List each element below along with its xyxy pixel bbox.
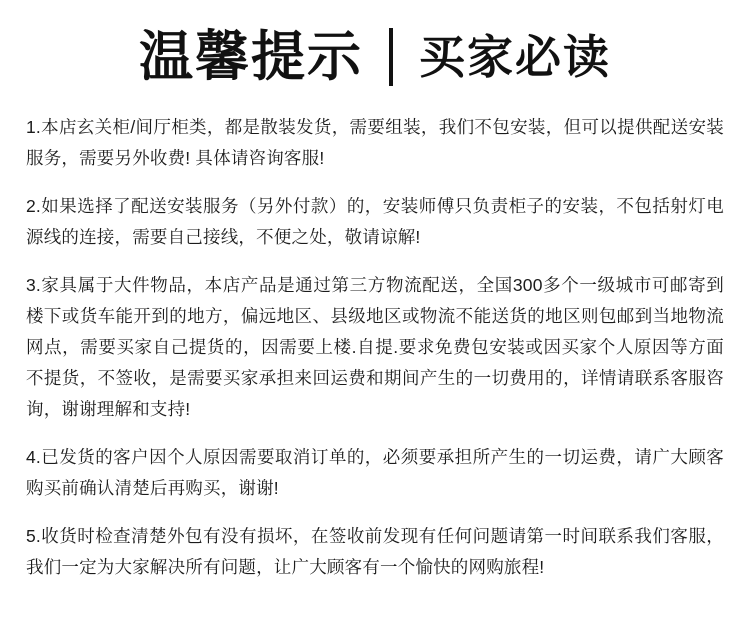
notice-paragraph: 2.如果选择了配送安装服务（另外付款）的，安装师傅只负责柜子的安装，不包括射灯电源线的连接，需要自己接线，不便之处，敬请谅解!	[26, 196, 724, 247]
notice-paragraph: 3.家具属于大件物品，本店产品是通过第三方物流配送，全国300多个一级城市可邮寄到楼下或货车能开到的地方，偏远地区、县级地区或物流不能送货的地区则包邮到当地物流网点，需要买家自己提货的，因需要上楼.自提.要求免费包安装或因买家个人原因等方面不提货，不签收，是需要买家承担来回运费和期间产生的一切费用的，详情请联系客服咨询，谢谢理解和支持!	[26, 275, 724, 419]
notice-paragraph: 4.已发货的客户因个人原因需要取消订单的，必须要承担所产生的一切运费，请广大顾客购买前确认清楚后再购买，谢谢!	[26, 447, 724, 498]
title-divider	[389, 28, 393, 86]
page-header	[18, 28, 732, 86]
notice-paragraph: 5.收货时检查清楚外包有没有损坏，在签收前发现有任何问题请第一时间联系我们客服，我们一定为大家解决所有问题，让广大顾客有一个愉快的网购旅程!	[26, 526, 724, 577]
notice-body	[18, 112, 732, 583]
page-subtitle: 买家必读	[419, 31, 611, 83]
notice-paragraph: 1.本店玄关柜/间厅柜类，都是散装发货，需要组装，我们不包安装，但可以提供配送安装服务，需要另外收费! 具体请咨询客服!	[26, 117, 724, 168]
page-title: 温馨提示	[139, 27, 363, 87]
